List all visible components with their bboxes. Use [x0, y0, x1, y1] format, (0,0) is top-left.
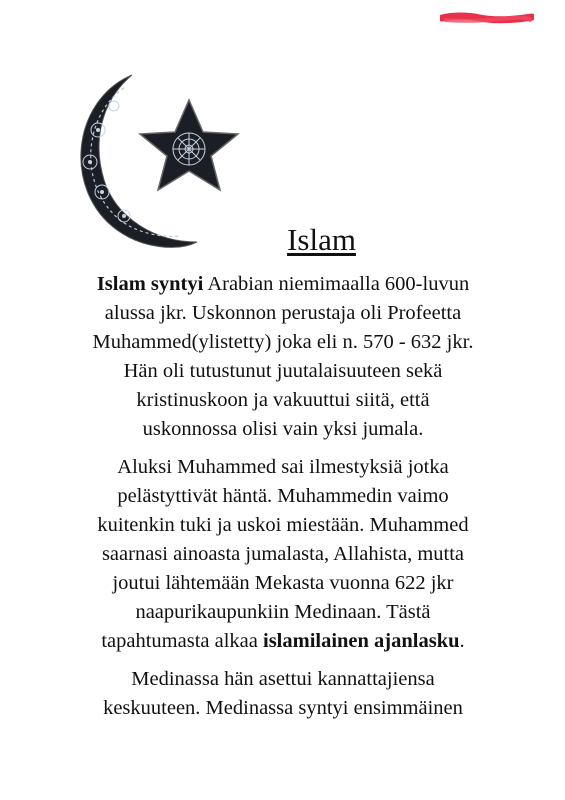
line-tail: . — [459, 630, 465, 652]
text-line: Hän oli tutustunut juutalaisuuteen sekä — [123, 360, 443, 382]
text-line: kuitenkin tuki ja uskoi miestään. Muhammed — [97, 514, 469, 536]
text-line: joutui lähtemään Mekasta vuonna 622 jkr — [112, 572, 454, 594]
text-line — [58, 627, 508, 656]
text-line: Medinassa hän asettui kannattajiensa — [131, 668, 435, 690]
paragraph-1 — [58, 270, 508, 444]
text-line: keskuuteen. Medinassa syntyi ensimmäinen — [103, 697, 463, 719]
bold-phrase: islamilainen ajanlasku — [263, 630, 460, 652]
text-line: alussa jkr. Uskonnon perustaja oli Profeetta — [104, 302, 462, 324]
bold-phrase: Islam syntyi — [96, 273, 204, 295]
text-line: Aluksi Muhammed sai ilmestyksiä jotka — [117, 456, 449, 478]
line-text: tapahtumasta alkaa — [101, 630, 263, 652]
text-line: pelästyttivät häntä. Muhammedin vaimo — [117, 485, 449, 507]
text-line: kristinuskoon ja vakuuttui siitä, että — [136, 389, 430, 411]
line-text: Arabian niemimaalla 600-luvun — [203, 273, 470, 295]
text-line — [58, 270, 508, 299]
text-line: naapurikaupunkiin Medinaan. Tästä — [135, 601, 431, 623]
page-title: Islam — [287, 222, 356, 257]
paragraph-2 — [58, 453, 508, 656]
paragraph-3 — [58, 665, 508, 723]
document-body — [58, 270, 508, 732]
text-line: uskonnossa olisi vain yksi jumala. — [142, 418, 424, 440]
text-line: Muhammed(ylistetty) joka eli n. 570 - 632 jkr. — [92, 331, 474, 353]
text-line: saarnasi ainoasta jumalasta, Allahista, mutta — [101, 543, 465, 565]
red-redaction-mark — [440, 12, 534, 24]
